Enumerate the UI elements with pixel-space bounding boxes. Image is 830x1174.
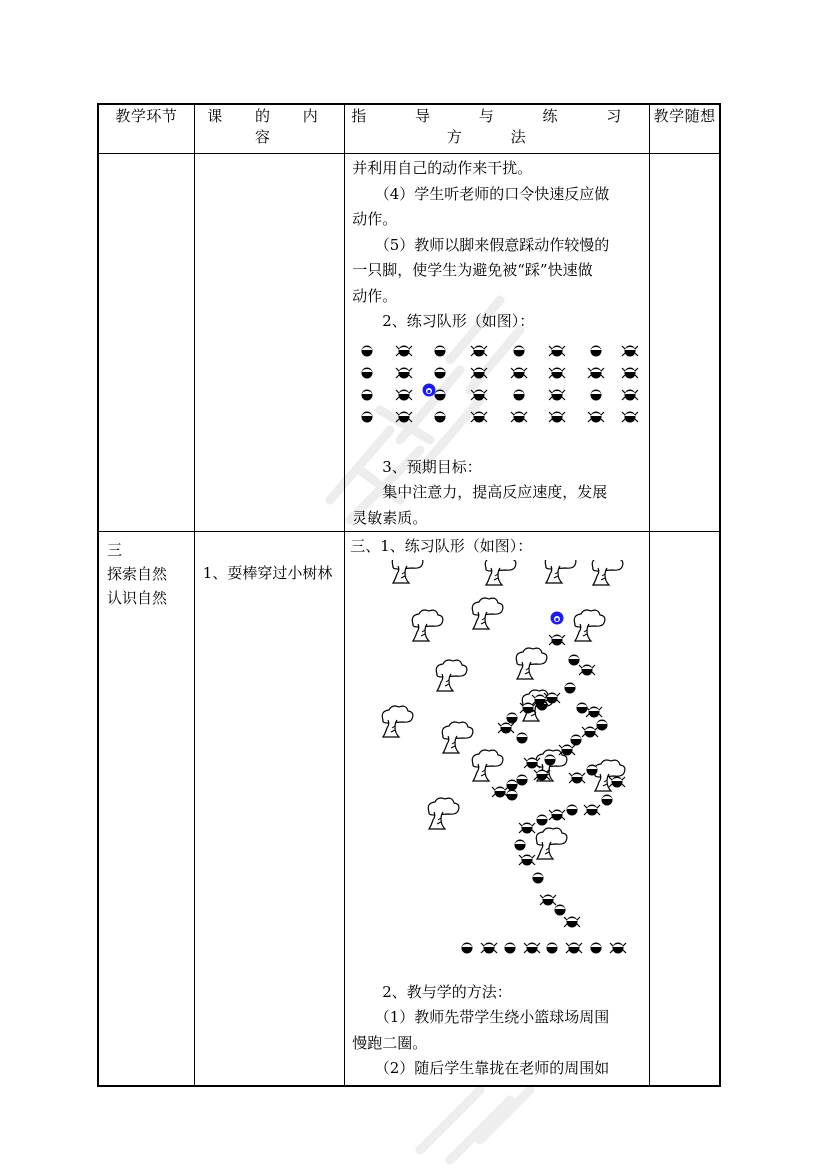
student-marker xyxy=(511,411,527,422)
student-marker xyxy=(549,634,565,645)
section-title: 认识自然 xyxy=(107,589,168,607)
tree-icon xyxy=(575,610,606,641)
student-head-marker xyxy=(591,389,602,400)
student-head-marker xyxy=(602,794,613,805)
student-marker xyxy=(396,367,412,378)
table-row xyxy=(98,532,720,1086)
student-head-marker xyxy=(537,814,548,825)
tree-icon xyxy=(413,610,444,641)
tree-icon xyxy=(517,648,548,679)
student-head-marker xyxy=(515,839,526,850)
methods-cell xyxy=(345,154,650,532)
student-head-marker xyxy=(514,345,525,356)
student-head-marker xyxy=(565,682,576,693)
student-head-marker xyxy=(362,389,373,400)
student-marker xyxy=(471,389,487,400)
method-line: （5）教师以脚来假意踩动作较慢的 xyxy=(374,235,610,254)
student-marker xyxy=(492,786,508,797)
student-head-marker xyxy=(505,942,516,953)
student-marker xyxy=(586,706,602,717)
student-marker xyxy=(622,389,638,400)
method-line: （1）教师先带学生绕小篮球场周围 xyxy=(374,1008,610,1026)
stage-cell xyxy=(98,154,194,532)
section-title: 探索自然 xyxy=(107,565,168,583)
student-marker xyxy=(549,389,565,400)
student-marker xyxy=(609,776,625,787)
student-marker xyxy=(549,345,565,356)
student-head-marker xyxy=(571,734,582,745)
teacher-marker xyxy=(551,611,564,624)
student-head-marker xyxy=(533,872,544,883)
method-line: （2）随后学生靠拢在老师的周围如 xyxy=(374,1059,610,1077)
student-marker xyxy=(511,367,527,378)
forest-path-figure xyxy=(352,560,642,980)
student-head-marker xyxy=(591,345,602,356)
tree-icon xyxy=(473,598,504,629)
student-head-marker xyxy=(507,789,518,800)
tree-icon xyxy=(473,750,504,781)
student-head-marker xyxy=(545,754,556,765)
header-guidance-methods: 指 导 与 练 习 方 法 xyxy=(345,104,650,154)
student-marker xyxy=(519,854,535,865)
student-head-marker xyxy=(435,367,446,378)
student-marker xyxy=(588,367,604,378)
reflection-cell xyxy=(650,532,720,1086)
student-head-marker xyxy=(507,779,518,790)
tree-icon xyxy=(593,560,624,585)
student-head-marker xyxy=(517,774,528,785)
student-marker xyxy=(622,411,638,422)
method-line: 2、教与学的方法： xyxy=(382,982,512,1001)
tree-icon xyxy=(537,828,568,859)
student-marker xyxy=(471,345,487,356)
student-marker xyxy=(540,894,556,905)
student-marker xyxy=(549,411,565,422)
student-head-marker xyxy=(507,712,518,723)
header-reflections: 教学随想 xyxy=(650,104,720,154)
lesson-plan-table xyxy=(97,103,721,1087)
student-marker xyxy=(564,916,580,927)
method-line: 并利用自己的动作来干扰。 xyxy=(352,159,533,177)
reflection-cell xyxy=(650,154,720,532)
tree-icon xyxy=(393,560,424,583)
content-item: 1、耍棒穿过小树林 xyxy=(202,564,333,582)
student-head-marker xyxy=(462,942,473,953)
methods-cell xyxy=(345,532,650,1086)
header-teaching-stage: 教学环节 xyxy=(98,104,194,154)
tree-icon xyxy=(437,660,468,691)
student-head-marker xyxy=(362,411,373,422)
student-marker xyxy=(481,942,497,953)
student-head-marker xyxy=(591,942,602,953)
student-head-marker xyxy=(517,732,528,743)
student-marker xyxy=(471,411,487,422)
student-marker xyxy=(584,804,600,815)
student-head-marker xyxy=(555,904,566,915)
tree-icon xyxy=(383,706,414,737)
teacher-marker xyxy=(423,383,436,396)
method-line: （4）学生听老师的口令快速反应做 xyxy=(374,184,610,203)
method-line: 动作。 xyxy=(352,286,398,305)
student-marker xyxy=(579,664,595,675)
tree-icon xyxy=(546,560,577,583)
student-marker xyxy=(396,345,412,356)
tree-icon xyxy=(486,560,517,585)
method-line: 集中注意力，提高反应速度，发展 xyxy=(382,483,608,501)
student-head-marker xyxy=(577,702,588,713)
method-line: 三、1、练习队形（如图）： xyxy=(350,537,533,555)
student-marker xyxy=(524,942,540,953)
student-marker xyxy=(582,726,598,737)
tree-icon xyxy=(429,798,460,829)
student-head-marker xyxy=(435,345,446,356)
content-cell xyxy=(194,154,344,532)
section-number: 三 xyxy=(107,541,123,559)
student-marker xyxy=(569,772,585,783)
student-marker xyxy=(549,809,565,820)
student-marker xyxy=(622,367,638,378)
student-head-marker xyxy=(435,389,446,400)
method-line: 一只脚，使学生为避免被“踩”快速做 xyxy=(352,261,593,279)
formation-grid-figure xyxy=(352,335,642,455)
method-line: 灵敏素质。 xyxy=(352,508,428,527)
method-line: 2、练习队形（如图）： xyxy=(382,312,535,330)
student-head-marker xyxy=(435,411,446,422)
student-head-marker xyxy=(567,804,578,815)
student-marker xyxy=(396,411,412,422)
student-head-marker xyxy=(362,367,373,378)
student-marker xyxy=(566,942,582,953)
method-line: 动作。 xyxy=(352,210,398,228)
student-marker xyxy=(622,345,638,356)
student-marker xyxy=(610,942,626,953)
stage-cell xyxy=(98,532,194,1086)
content-cell xyxy=(194,532,344,1086)
student-head-marker xyxy=(587,764,598,775)
student-head-marker xyxy=(597,719,608,730)
tree-icon xyxy=(443,722,474,753)
student-marker xyxy=(498,722,514,733)
student-marker xyxy=(396,389,412,400)
method-line: 慢跑二圈。 xyxy=(352,1033,428,1052)
header-row xyxy=(98,104,720,154)
student-head-marker xyxy=(547,942,558,953)
student-head-marker xyxy=(362,345,373,356)
student-marker xyxy=(519,822,535,833)
method-line: 3、预期目标： xyxy=(382,457,482,476)
header-lesson-content: 课 的 内 容 xyxy=(194,104,344,154)
student-head-marker xyxy=(514,389,525,400)
student-marker xyxy=(588,411,604,422)
student-head-marker xyxy=(569,654,580,665)
table-row xyxy=(98,154,720,532)
student-marker xyxy=(549,367,565,378)
student-marker xyxy=(471,367,487,378)
